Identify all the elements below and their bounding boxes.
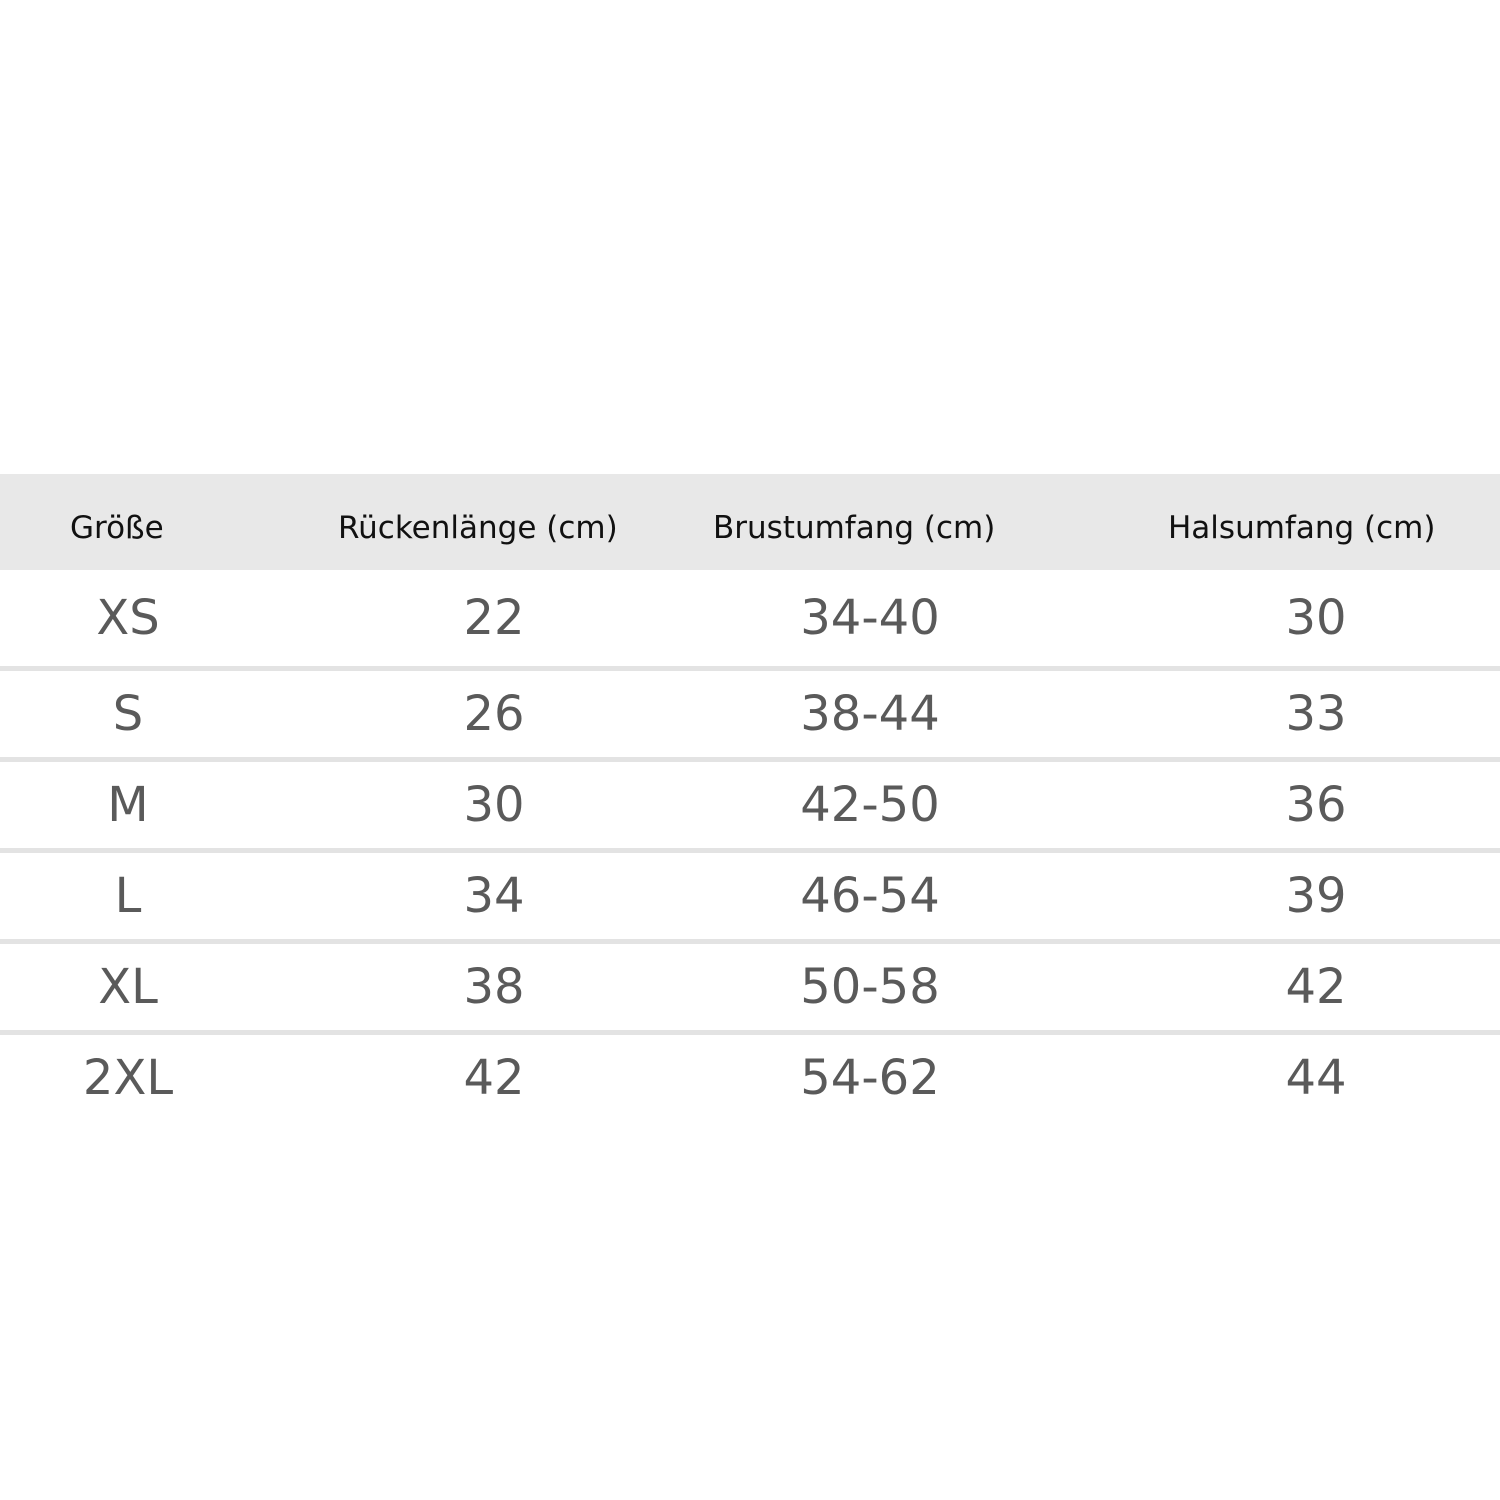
- header-back-length: Rückenlänge (cm): [338, 510, 618, 546]
- cell-size: XL: [98, 959, 158, 1015]
- cell-neck: 39: [1285, 868, 1347, 924]
- cell-neck: 36: [1285, 777, 1347, 833]
- table-row: [0, 762, 1500, 853]
- cell-back-length: 30: [463, 777, 525, 833]
- cell-neck: 44: [1285, 1050, 1347, 1106]
- table-row: [0, 671, 1500, 762]
- table-row: [0, 570, 1500, 671]
- cell-size: S: [112, 686, 144, 742]
- cell-size: L: [114, 868, 142, 924]
- cell-chest: 42-50: [800, 777, 940, 833]
- size-chart-table: [0, 474, 1500, 1121]
- cell-chest: 50-58: [800, 959, 940, 1015]
- cell-back-length: 38: [463, 959, 525, 1015]
- cell-back-length: 22: [463, 590, 525, 646]
- cell-back-length: 26: [463, 686, 525, 742]
- table-body: [0, 570, 1500, 1121]
- table-row: [0, 944, 1500, 1035]
- header-chest: Brustumfang (cm): [713, 510, 996, 546]
- header-size: Größe: [70, 510, 164, 546]
- cell-chest: 38-44: [800, 686, 940, 742]
- table-header-row: [0, 474, 1500, 570]
- cell-back-length: 42: [463, 1050, 525, 1106]
- header-neck: Halsumfang (cm): [1168, 510, 1436, 546]
- cell-back-length: 34: [463, 868, 525, 924]
- cell-neck: 33: [1285, 686, 1347, 742]
- cell-size: 2XL: [82, 1050, 174, 1106]
- cell-neck: 42: [1285, 959, 1347, 1015]
- cell-size: XS: [96, 590, 160, 646]
- table-row: [0, 853, 1500, 944]
- table-row: [0, 1035, 1500, 1121]
- cell-chest: 54-62: [800, 1050, 940, 1106]
- cell-chest: 34-40: [800, 590, 940, 646]
- cell-chest: 46-54: [800, 868, 940, 924]
- cell-neck: 30: [1285, 590, 1347, 646]
- cell-size: M: [107, 777, 149, 833]
